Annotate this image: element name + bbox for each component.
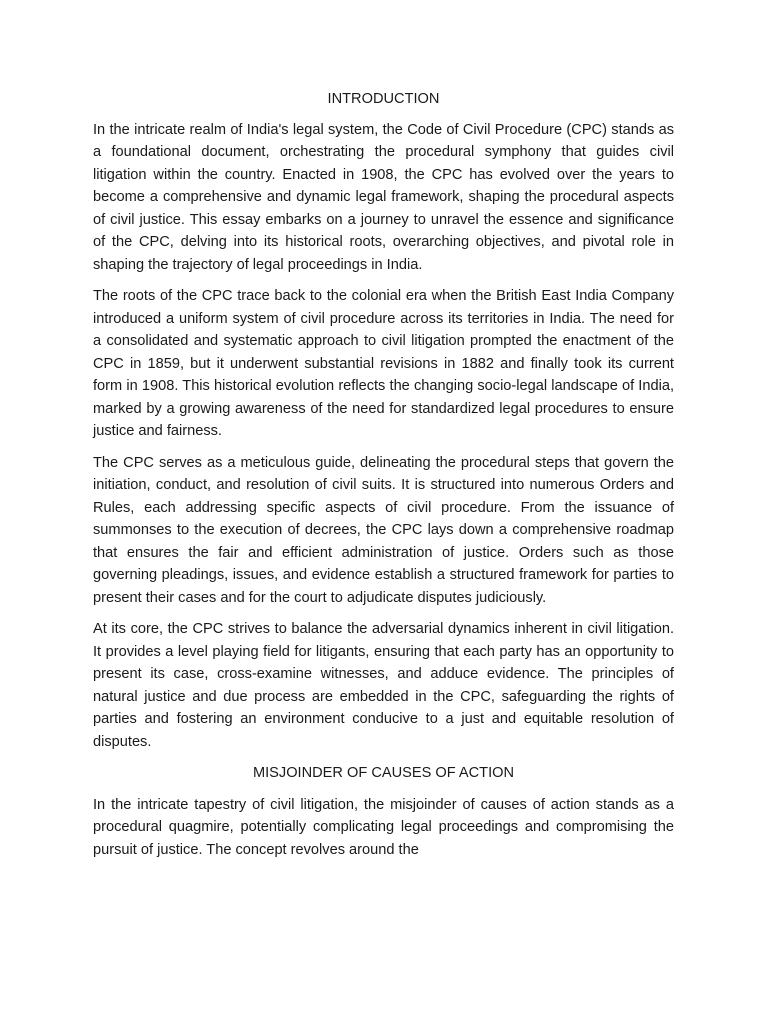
intro-paragraph-4: At its core, the CPC strives to balance the adversarial dynamics inherent in civil litigation. It provides a level playing field for litigants, ensuring that each party has an opportunity to present its case, cross-examine witnesses, and adduce evidence. The principles of natural justice and due process are embedded in the CPC, safeguarding the rights of parties and fostering an environment conducive to a just and equitable resolution of disputes. (93, 621, 674, 750)
intro-paragraph-2: The roots of the CPC trace back to the colonial era when the British East India Company introduced a uniform system of civil procedure across its territories in India. The need for a consolidated and systematic approach to civil litigation prompted the enactment of the CPC in 1859, but it underwent substantial revisions in 1882 and finally took its current form in 1908. This historical evolution reflects the changing socio-legal landscape of India, marked by a growing awareness of the need for standardized legal procedures to ensure justice and fairness. (93, 288, 674, 439)
intro-paragraph-3: The CPC serves as a meticulous guide, delineating the procedural steps that govern the initiation, conduct, and resolution of civil suits. It is structured into numerous Orders and Rules, each addressing specific aspects of civil procedure. From the issuance of summonses to the execution of decrees, the CPC lays down a comprehensive roadmap that ensures the fair and efficient administration of justice. Orders such as those governing pleadings, issues, and evidence establish a structured framework for parties to present their cases and for the court to adjudicate disputes judiciously. (93, 454, 674, 606)
document-page (93, 88, 674, 870)
introduction-heading: INTRODUCTION (327, 91, 440, 107)
misjoinder-paragraph-1: In the intricate tapestry of civil litigation, the misjoinder of causes of action stands as a procedural quagmire, potentially complicating legal proceedings and compromising the pursuit of justice. The concept revolves around the (93, 796, 674, 858)
misjoinder-heading: MISJOINDER OF CAUSES OF ACTION (252, 765, 515, 781)
intro-paragraph-1: In the intricate realm of India's legal system, the Code of Civil Procedure (CPC) stands as a foundational document, orchestrating the procedural symphony that guides civil litigation within the country. Enacted in 1908, the CPC has evolved over the years to become a comprehensive and dynamic legal framework, shaping the procedural aspects of civil justice. This essay embarks on a journey to unravel the essence and significance of the CPC, delving into its historical roots, overarching objectives, and pivotal role in shaping the trajectory of legal proceedings in India. (93, 121, 674, 273)
